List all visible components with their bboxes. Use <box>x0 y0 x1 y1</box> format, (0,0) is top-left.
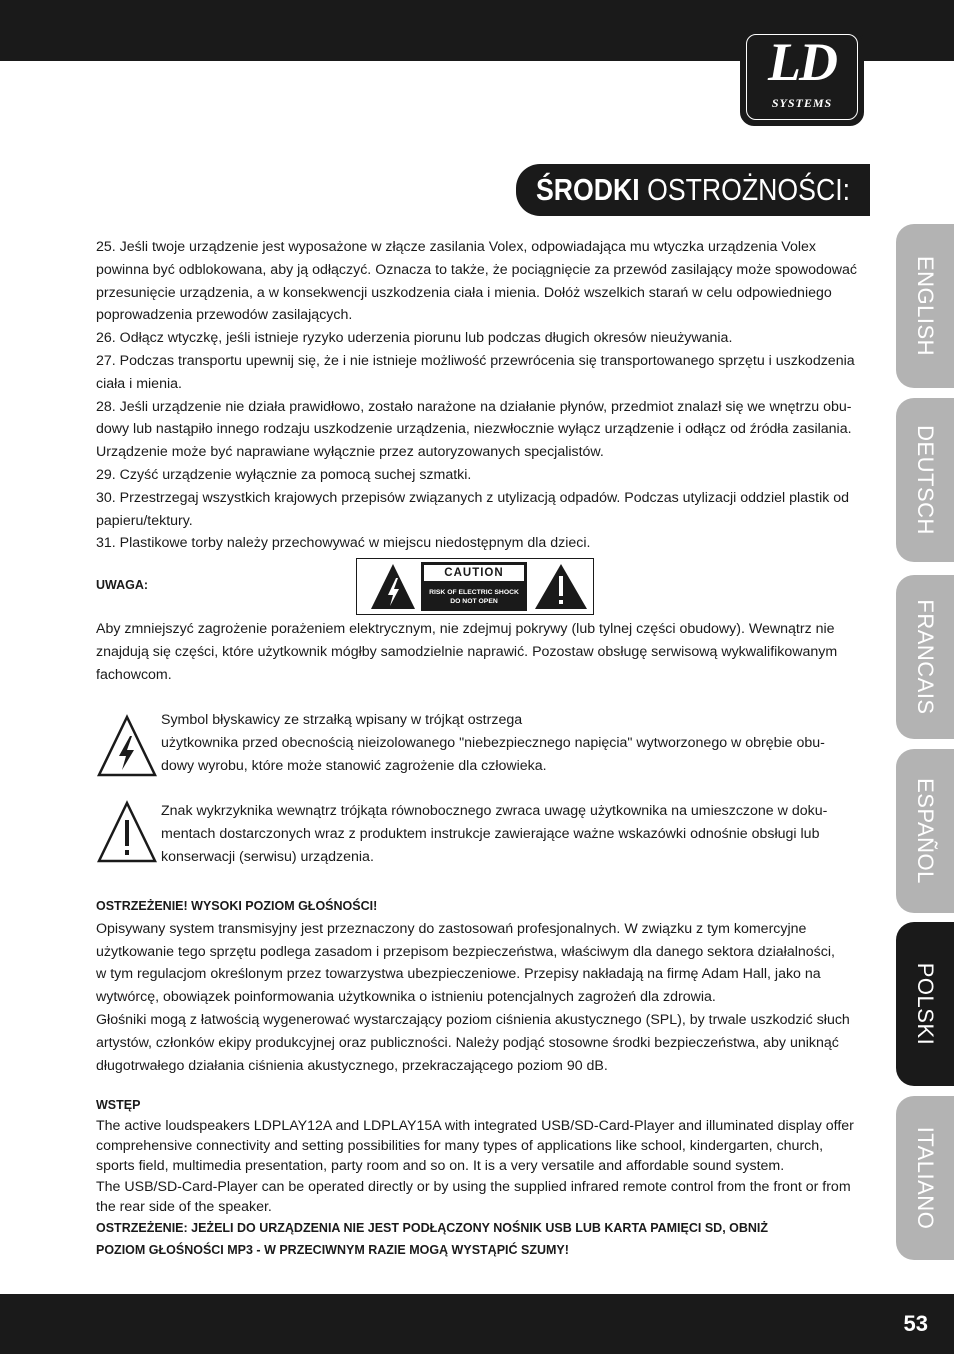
title-bold: ŚRODKI <box>536 172 640 207</box>
volume-line: użytkowanie tego sprzętu podlega zasadom i przepisom bezpieczeństwa, właściwym dla danego sektora działalności, <box>96 943 835 960</box>
caution-text: CAUTION <box>424 565 524 581</box>
tab-english[interactable] <box>896 224 954 388</box>
lightning-warning-icon <box>96 714 158 778</box>
safety-line: Urządzenie może być naprawiane wyłącznie przez autoryzowanych specjalistów. <box>96 444 604 461</box>
lightning-line: użytkownika przed obecnością nieizolowanego "niebezpiecznego napięcia" wytworzonego w obrębie obu- <box>161 734 825 751</box>
tab-label: ENGLISH <box>913 255 938 357</box>
bottom-bar <box>0 1294 954 1354</box>
uwaga-line: fachowcom. <box>96 666 172 683</box>
logo-main-text: LD <box>768 32 836 92</box>
tab-label: DEUTSCH <box>913 425 938 535</box>
intro-line: sports field, multimedia presentation, party room and so on. It is a very versatile and affordable sound system. <box>96 1158 785 1175</box>
volume-line: artystów, członków ekipy produkcyjnej oraz publiczności. Należy podjąć stosowne środki bezpieczeństwa, aby uniknąć <box>96 1034 839 1051</box>
lightning-symbol-text <box>161 709 825 777</box>
lightning-triangle-icon <box>369 562 417 611</box>
safety-line: 25. Jeśli twoje urządzenie jest wyposażone w złącze zasilania Volex, odpowiadająca mu wtyczka urządzenia Volex <box>96 239 817 255</box>
intro-warning-line: POZIOM GŁOŚNOŚCI MP3 - W PRZECIWNYM RAZIE MOGĄ WYSTĄPIĆ SZUMY! <box>96 1243 569 1258</box>
logo-sub-text: SYSTEMS <box>771 96 833 110</box>
uwaga-heading: UWAGA: <box>96 578 149 592</box>
tab-deutsch[interactable] <box>896 398 954 562</box>
caution-sub-line: RISK OF ELECTRIC SHOCK <box>429 589 519 596</box>
caution-label-box <box>356 558 594 615</box>
tab-label: ESPAÑOL <box>913 778 938 884</box>
uwaga-line: znajdują się części, które użytkownik mógłby samodzielnie naprawić. Pozostaw obsługę serwisową wykwalifikowanym <box>96 643 838 660</box>
intro-line: The active loudspeakers LDPLAY12A and LDPLAY15A with integrated USB/SD-Card-Player and illuminated display offer <box>96 1118 854 1134</box>
uwaga-line: Aby zmniejszyć zagrożenie porażeniem elektrycznym, nie zdejmuj pokrywy (lub tylnej części obudowy). Wewnątrz nie <box>96 621 835 637</box>
safety-line: 28. Jeśli urządzenie nie działa prawidłowo, zostało narażone na działanie płynów, przedmiot znalazł się we wnętrzu obu- <box>96 398 852 415</box>
tab-label: POLSKI <box>913 962 938 1046</box>
section-title-bar <box>516 164 870 216</box>
exclamation-line: konserwacji (serwisu) urządzenia. <box>161 848 374 865</box>
uwaga-text <box>96 618 837 686</box>
volume-warning-heading: OSTRZEŻENIE! WYSOKI POZIOM GŁOŚNOŚCI! <box>96 899 378 913</box>
safety-line: 30. Przestrzegaj wszystkich krajowych przepisów związanych z utylizacją odpadów. Podczas utylizacji oddziel plastik od <box>96 489 850 506</box>
safety-line: ciała i mienia. <box>96 375 182 392</box>
caution-sub-line: DO NOT OPEN <box>450 598 498 605</box>
intro-line: the rear side of the speaker. <box>96 1198 272 1215</box>
tab-francais[interactable] <box>896 575 954 739</box>
safety-line: 26. Odłącz wtyczkę, jeśli istnieje ryzyko uderzenia piorunu lub podczas długich okresów nieużywania. <box>96 330 733 347</box>
tab-espanol[interactable] <box>896 749 954 913</box>
volume-line: długotrwałego działania ciśnienia akustycznego, przekraczającego poziom 90 dB. <box>96 1057 608 1074</box>
intro-line: The USB/SD-Card-Player can be operated directly or by using the supplied infrared remote control from the front or from <box>96 1178 851 1195</box>
volume-line: w tym regulacjom określonym przez towarzystwa ubezpieczeniowe. Przepisy nakładają na firmę Adam Hall, jako na <box>96 966 821 983</box>
lightning-line: dowy wyrobu, które może stanowić zagrożenie dla człowieka. <box>161 757 547 774</box>
caution-subtext <box>421 588 527 606</box>
title-rest: OSTROŻNOŚCI: <box>639 172 851 207</box>
safety-line: 29. Czyść urządzenie wyłącznie za pomocą suchej szmatki. <box>96 466 472 483</box>
lightning-line: Symbol błyskawicy ze strzałką wpisany w trójkąt ostrzega <box>161 712 523 728</box>
intro-warning-line: OSTRZEŻENIE: JEŻELI DO URZĄDZENIA NIE JEST PODŁĄCZONY NOŚNIK USB LUB KARTA PAMIĘCI SD, OBNIŻ <box>96 1221 769 1236</box>
intro-heading: WSTĘP <box>96 1098 141 1112</box>
tab-polski[interactable] <box>896 922 954 1086</box>
exclamation-line: mentach dostarczonych wraz z produktem instrukcje zawierające ważne wskazówki odnośnie obsługi lub <box>161 825 820 842</box>
safety-line: 31. Plastikowe torby należy przechowywać w miejscu niedostępnym dla dzieci. <box>96 535 591 552</box>
safety-line: przesunięcie urządzenia, a w konsekwencji uszkodzenia ciała i mienia. Dołóż wszelkich starań w celu odpowiedniego <box>96 284 832 301</box>
volume-line: Opisywany system transmisyjny jest przeznaczony do zastosowań profesjonalnych. W związku z tym komercyjne <box>96 920 807 937</box>
safety-list <box>96 236 861 555</box>
volume-line: wytwórcę, obowiązek poinformowania użytkownika o istnieniu potencjalnych zagrożeń dla zdrowia. <box>96 989 716 1006</box>
intro-line: comprehensive connectivity and setting possibilities for many types of applications like school, kindergarten, church, <box>96 1138 824 1155</box>
tab-label: FRANCAIS <box>913 599 938 715</box>
exclamation-warning-icon <box>96 800 158 864</box>
intro-section <box>96 1094 854 1261</box>
volume-warning <box>96 895 850 1077</box>
exclamation-triangle-icon <box>533 562 589 611</box>
page-title <box>536 172 850 208</box>
exclamation-symbol-text <box>161 800 827 868</box>
ld-systems-logo <box>740 28 864 126</box>
safety-line: powinna być odblokowana, aby ją odłączyć. Oznacza to także, że pociągnięcie za przewód zasilający może spowodować <box>96 261 858 278</box>
volume-line: Głośniki mogą z łatwością wygenerować wystarczający poziom ciśnienia akustycznego (SPL), by trwale uszkodzić słuch <box>96 1011 850 1028</box>
safety-line: dowy lub nastąpiło innego rodzaju uszkodzenie urządzenia, niezwłocznie wyłącz urządzenie i odłącz od źródła zasilania. <box>96 421 852 438</box>
tab-italiano[interactable] <box>896 1096 954 1260</box>
caution-center <box>421 562 527 611</box>
tab-label: ITALIANO <box>913 1126 938 1230</box>
safety-line: 27. Podczas transportu upewnij się, że i nie istnieje możliwość przewrócenia się transportowanego sprzętu i uszkodzenia <box>96 352 855 369</box>
safety-line: poprowadzenia przewodów zasilających. <box>96 307 353 324</box>
exclamation-line: Znak wykrzyknika wewnątrz trójkąta równobocznego zwraca uwagę użytkownika na umieszczone w doku- <box>161 803 828 819</box>
safety-line: papieru/tektury. <box>96 512 193 529</box>
page-number: 53 <box>903 1311 928 1336</box>
